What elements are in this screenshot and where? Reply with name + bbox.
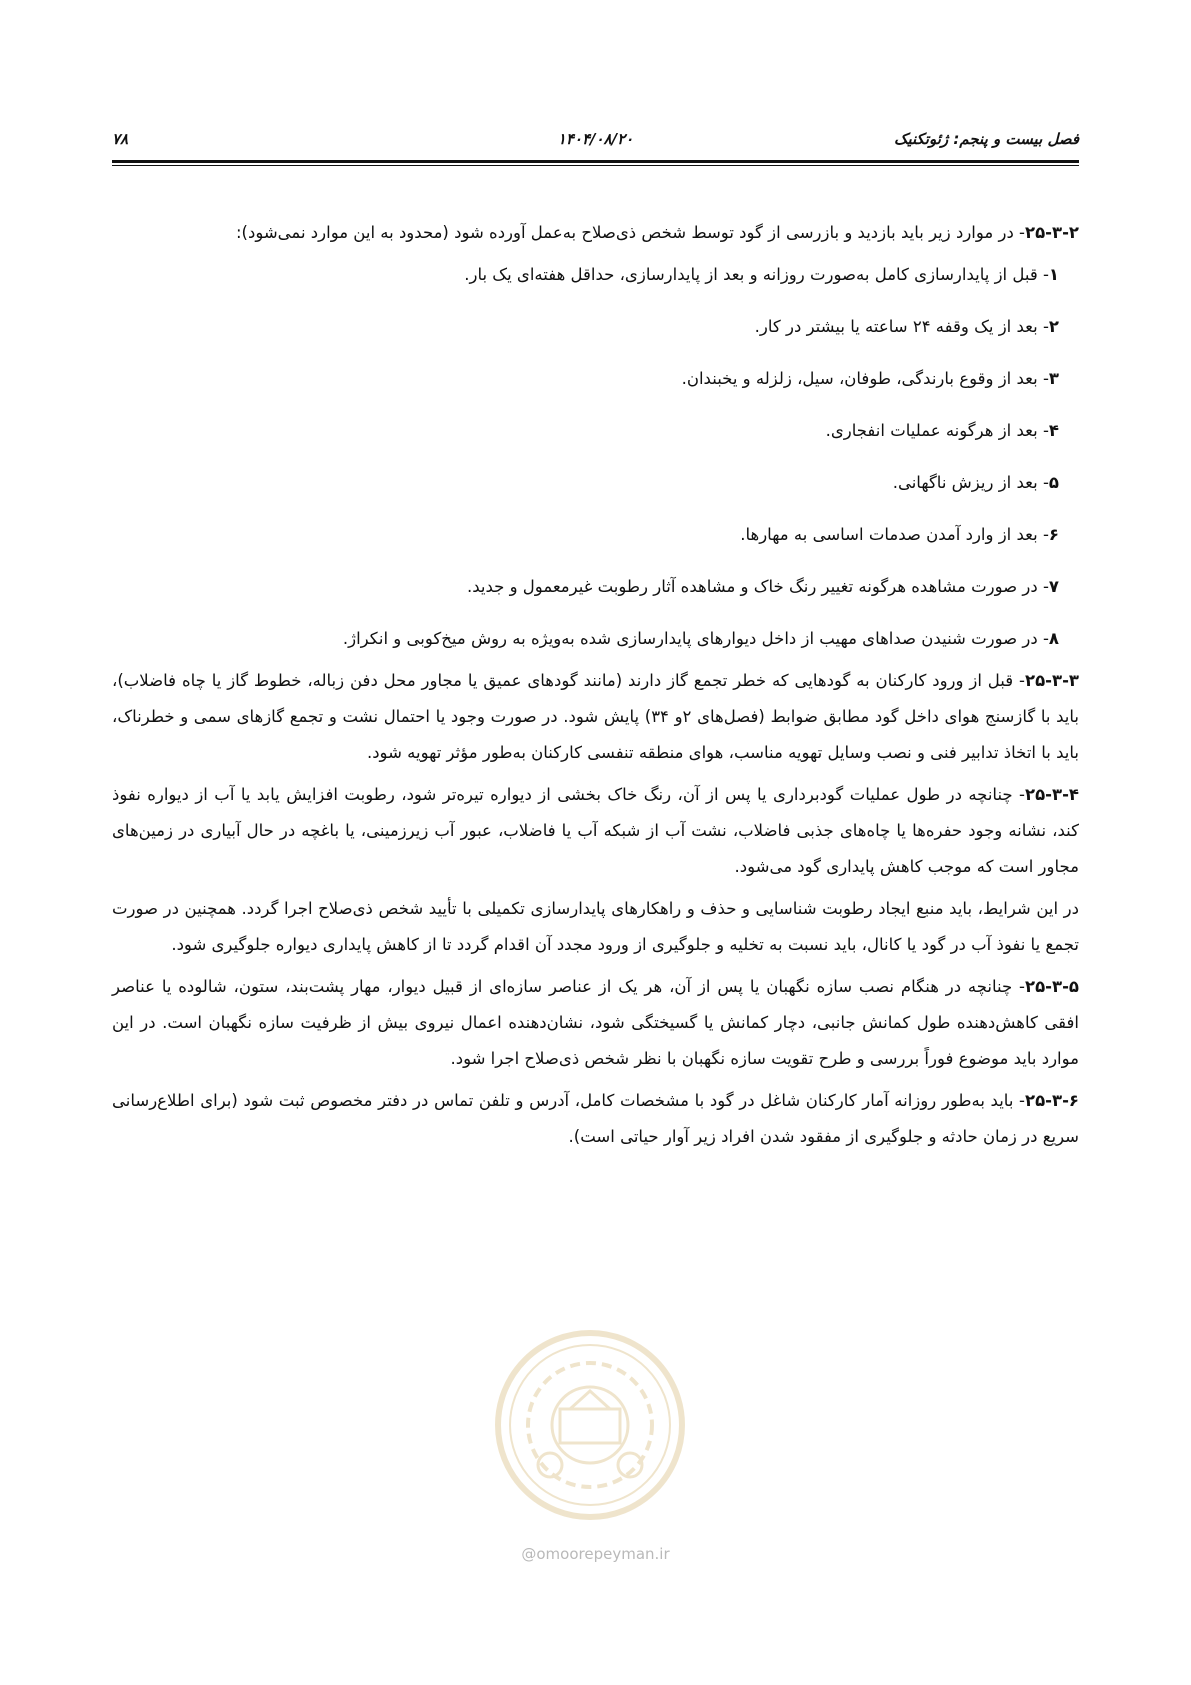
clause-text: - باید به‌طور روزانه آمار کارکنان شاغل در گود با مشخصات کامل، آدرس و تلفن تماس در دفتر مخصوص ثبت شود (برای اطلاع‌رسانی سریع در زمان حادثه و جلوگیری از مفقود شدن افراد زیر آوار حیاتی است). bbox=[112, 1091, 1079, 1146]
item-text: - در صورت مشاهده هرگونه تغییر رنگ خاک و مشاهده آثار رطوبت غیرمعمول و جدید. bbox=[466, 577, 1049, 596]
list-item bbox=[112, 621, 1059, 657]
clause-text: - چنانچه در طول عملیات گودبرداری یا پس از آن، رنگ خاک بخشی از دیواره تیره‌تر شود، رطوبت افزایش یابد یا آب از دیواره نفوذ کند، نشانه وجود حفره‌ها یا چاه‌های جذبی فاضلاب، نشت آب از شبکه آب یا فاضلاب، عبور آب زیرزمینی، یا باغچه در حال آبیاری در زمین‌های مجاور است که موجب کاهش پایداری گود می‌شود. bbox=[112, 785, 1079, 876]
item-number: ۸ bbox=[1048, 629, 1059, 648]
header-date: ۱۴۰۴/۰۸/۲۰ bbox=[557, 130, 634, 148]
clause-text: - در موارد زیر باید بازدید و بازرسی از گود توسط شخص ذی‌صلاح به‌عمل آورده شود (محدود به این موارد نمی‌شود): bbox=[235, 223, 1026, 242]
clause-25-3-4-continuation: در این شرایط، باید منبع ایجاد رطوبت شناسایی و حذف و راهکارهای پایدارسازی تکمیلی با تأیید شخص ذی‌صلاح اجرا گردد. همچنین در صورت تجمع یا نفوذ آب در گود یا کانال، باید نسبت به تخلیه و جلوگیری از ورود مجدد آن اقدام گردد تا از کاهش پایداری دیواره جلوگیری شود. bbox=[112, 899, 1079, 954]
clause-text: - قبل از ورود کارکنان به گودهایی که خطر تجمع گاز دارند (مانند گودهای عمیق یا مجاور محل دفن زباله، خطوط گاز یا چاه فاضلاب)، باید با گازسنج هوای داخل گود مطابق ضوابط (فصل‌های ۲و ۳۴) پایش شود. در صورت وجود یا احتمال نشت و تجمع گازهای سمی و خطرناک، باید با اتخاذ تدابیر فنی و نصب وسایل تهویه مناسب، هوای منطقه تنفسی کارکنان به‌طور مؤثر تهویه شود. bbox=[112, 671, 1080, 762]
inspection-list bbox=[112, 257, 1079, 657]
clause-25-3-2 bbox=[112, 215, 1079, 251]
item-number: ۷ bbox=[1048, 577, 1059, 596]
clause-number: ۲۵-۳-۴ bbox=[1025, 785, 1079, 804]
item-text: - قبل از پایدارسازی کامل به‌صورت روزانه و بعد از پایدارسازی، حداقل هفته‌ای یک بار. bbox=[464, 265, 1049, 284]
item-text: - بعد از وقوع بارندگی، طوفان، سیل، زلزله و یخبندان. bbox=[681, 369, 1049, 388]
page-body bbox=[112, 215, 1079, 1161]
clause-number: ۲۵-۳-۳ bbox=[1025, 671, 1079, 690]
list-item bbox=[112, 465, 1059, 501]
item-text: - بعد از ریزش ناگهانی. bbox=[892, 473, 1049, 492]
watermark-site: @omoorepeyman.ir bbox=[521, 1545, 670, 1563]
clause-25-3-3 bbox=[112, 663, 1079, 771]
page-number: ۷۸ bbox=[112, 130, 129, 148]
clause-25-3-5 bbox=[112, 969, 1079, 1077]
list-item bbox=[112, 517, 1059, 553]
item-text: - در صورت شنیدن صداهای مهیب از داخل دیوارهای پایدارسازی شده به‌ویژه به روش میخ‌کوبی و انکراژ. bbox=[342, 629, 1049, 648]
list-item bbox=[112, 309, 1059, 345]
chapter-title: فصل بیست و پنجم: ژئوتکنیک bbox=[894, 130, 1079, 148]
clause-text: - چنانچه در هنگام نصب سازه نگهبان یا پس از آن، هر یک از عناصر سازه‌ای از قبیل دیوار، مهار پشت‌بند، ستون، شالوده یا عناصر افقی کاهش‌دهنده طول کمانش جانبی، دچار کمانش یا گسیختگی شود، نشان‌دهنده اعمال نیروی بیش از ظرفیت سازه نگهبان است. در این موارد باید موضوع فوراً بررسی و طرح تقویت سازه نگهبان با نظر شخص ذی‌صلاح اجرا شود. bbox=[112, 977, 1079, 1068]
item-number: ۴ bbox=[1048, 421, 1059, 440]
header-rule-thick bbox=[112, 160, 1079, 163]
seal-watermark-icon bbox=[490, 1325, 690, 1525]
item-number: ۲ bbox=[1048, 317, 1059, 336]
header-rule-thin bbox=[112, 165, 1079, 166]
list-item bbox=[112, 413, 1059, 449]
clause-25-3-4 bbox=[112, 777, 1079, 885]
list-item bbox=[112, 569, 1059, 605]
list-item bbox=[112, 361, 1059, 397]
page-header bbox=[112, 130, 1079, 154]
clause-number: ۲۵-۳-۲ bbox=[1025, 223, 1079, 242]
item-text: - بعد از یک وقفه ۲۴ ساعته یا بیشتر در کار. bbox=[754, 317, 1049, 336]
item-number: ۵ bbox=[1048, 473, 1059, 492]
clause-number: ۲۵-۳-۵ bbox=[1025, 977, 1079, 996]
item-number: ۳ bbox=[1048, 369, 1059, 388]
item-text: - بعد از وارد آمدن صدمات اساسی به مهارها. bbox=[740, 525, 1049, 544]
clause-number: ۲۵-۳-۶ bbox=[1025, 1091, 1079, 1110]
item-number: ۱ bbox=[1048, 265, 1059, 284]
list-item bbox=[112, 257, 1059, 293]
clause-25-3-6 bbox=[112, 1083, 1079, 1155]
item-text: - بعد از هرگونه عملیات انفجاری. bbox=[825, 421, 1049, 440]
item-number: ۶ bbox=[1048, 525, 1059, 544]
